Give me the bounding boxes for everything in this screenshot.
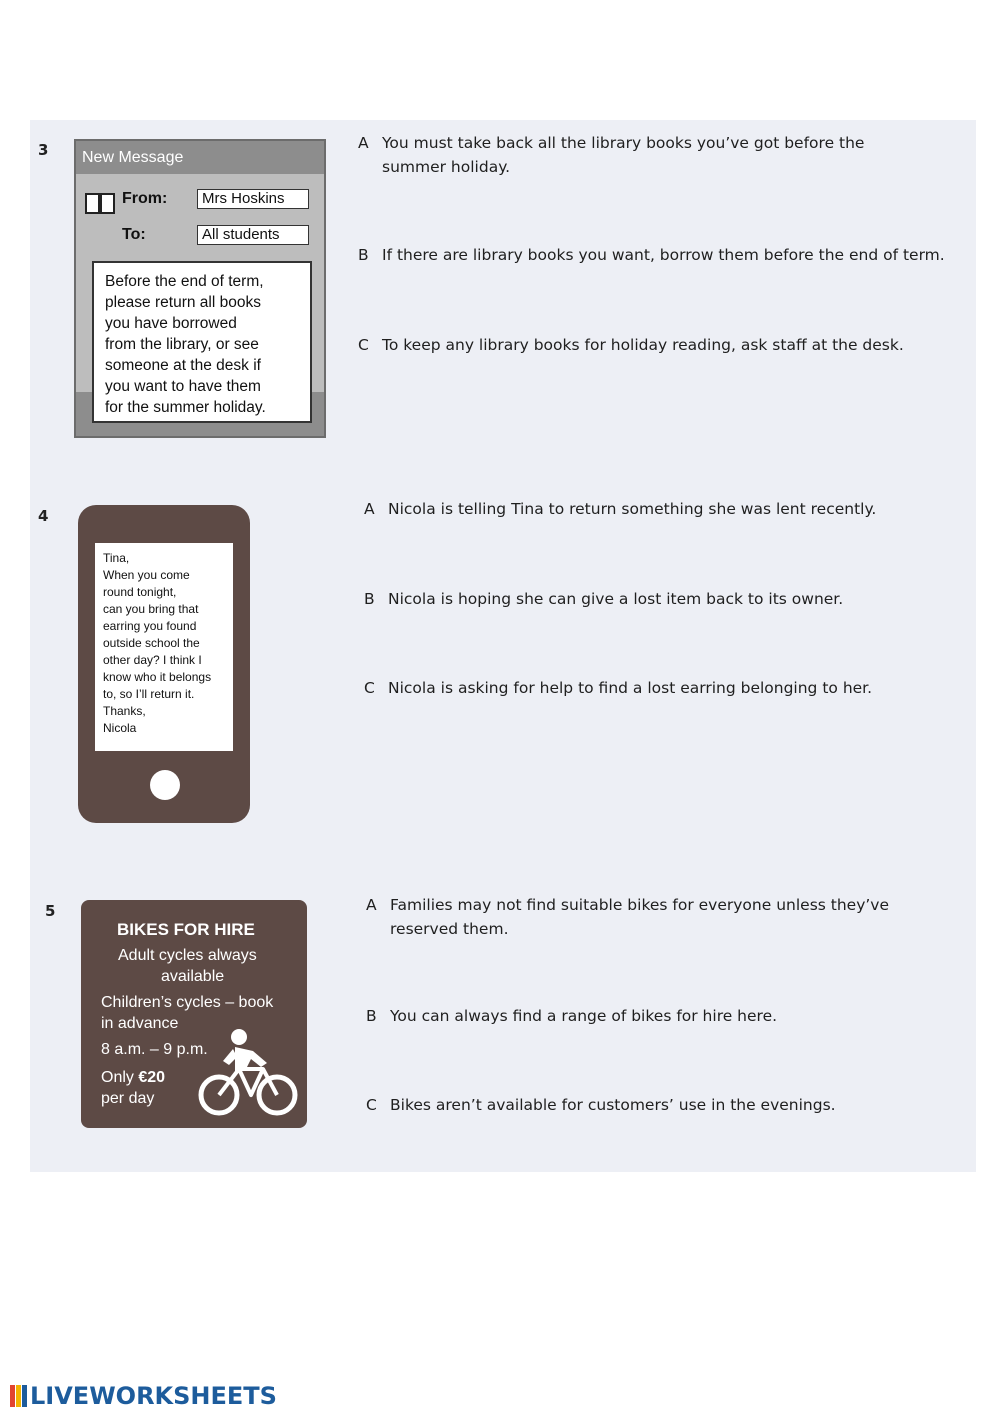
option-letter: B <box>366 1007 377 1025</box>
logo-mark-icon <box>10 1385 28 1407</box>
logo-text: LIVEWORKSHEETS <box>30 1382 277 1410</box>
email-body-line: you want to have them <box>105 378 261 395</box>
sign-price <box>101 1067 165 1088</box>
option-letter: C <box>364 679 375 697</box>
message-line: other day? I think I <box>103 653 202 667</box>
email-body-line: you have borrowed <box>105 315 237 332</box>
option-3a <box>358 131 864 179</box>
from-field: Mrs Hoskins <box>197 189 309 209</box>
email-body-line: please return all books <box>105 294 261 311</box>
sign-children-line1: Children’s cycles – book <box>101 994 274 1011</box>
option-letter: A <box>358 134 369 152</box>
price-prefix: Only <box>101 1069 139 1086</box>
message-line: outside school the <box>103 636 200 650</box>
message-line: know who it belongs <box>103 670 212 684</box>
cyclist-icon <box>195 1027 301 1121</box>
option-letter: B <box>358 246 369 264</box>
option-letter: C <box>366 1096 377 1114</box>
option-letter: B <box>364 590 375 608</box>
sign-adult-line2: available <box>161 968 225 985</box>
question-number-3: 3 <box>38 141 49 159</box>
option-text: You must take back all the library books you’ve got before the <box>382 134 865 152</box>
sign-adult-line1: Adult cycles always <box>118 947 257 964</box>
sign-price-suffix: per day <box>101 1090 155 1107</box>
question-number-4: 4 <box>38 507 49 525</box>
option-letter: A <box>364 500 375 518</box>
message-line: Nicola <box>103 721 137 735</box>
message-line: to, so I’ll return it. <box>103 687 195 701</box>
option-text: Families may not find suitable bikes for everyone unless they’ve <box>390 896 890 914</box>
message-line: can you bring that <box>103 602 199 616</box>
email-body-line: Before the end of term, <box>105 273 264 290</box>
email-message-widget <box>74 139 326 438</box>
email-body <box>92 261 312 423</box>
option-text: Nicola is telling Tina to return something she was lent recently. <box>388 500 877 518</box>
option-5a <box>366 893 889 941</box>
email-body-line: for the summer holiday. <box>105 399 266 416</box>
phone-home-button <box>150 770 180 800</box>
to-label: To: <box>122 226 146 243</box>
option-text: If there are library books you want, borrow them before the end of term. <box>382 246 945 264</box>
message-line: When you come <box>103 568 190 582</box>
option-text: Bikes aren’t available for customers’ use in the evenings. <box>390 1096 836 1114</box>
message-line: Tina, <box>103 551 130 565</box>
option-text: Nicola is hoping she can give a lost item back to its owner. <box>388 590 844 608</box>
option-text-line2: summer holiday. <box>382 158 511 176</box>
message-line: earring you found <box>103 619 197 633</box>
option-3c <box>358 333 904 357</box>
option-text: You can always find a range of bikes for hire here. <box>390 1007 778 1025</box>
book-icon <box>84 191 116 215</box>
sign-hours: 8 a.m. – 9 p.m. <box>101 1041 208 1058</box>
email-body-line: someone at the desk if <box>105 357 261 374</box>
option-4b <box>364 587 843 611</box>
message-line: round tonight, <box>103 585 177 599</box>
option-5b <box>366 1004 777 1028</box>
phone-widget <box>78 505 250 823</box>
option-text: Nicola is asking for help to find a lost earring belonging to her. <box>388 679 873 697</box>
message-line: Thanks, <box>103 704 146 718</box>
option-text: To keep any library books for holiday reading, ask staff at the desk. <box>382 336 904 354</box>
email-body-line: from the library, or see <box>105 336 259 353</box>
option-letter: C <box>358 336 369 354</box>
bikes-for-hire-sign <box>81 900 307 1128</box>
option-5c <box>366 1093 836 1117</box>
sign-heading: BIKES FOR HIRE <box>117 920 255 939</box>
email-title: New Message <box>82 149 184 166</box>
option-4c <box>364 676 872 700</box>
option-4a <box>364 497 876 521</box>
question-number-5: 5 <box>45 902 56 920</box>
from-label: From: <box>122 190 168 207</box>
option-letter: A <box>366 896 377 914</box>
option-3b <box>358 243 945 267</box>
option-text-line2: reserved them. <box>390 920 509 938</box>
price-value: €20 <box>138 1069 166 1086</box>
phone-screen <box>95 543 233 751</box>
to-field: All students <box>197 225 309 245</box>
sign-children-line2: in advance <box>101 1015 179 1032</box>
